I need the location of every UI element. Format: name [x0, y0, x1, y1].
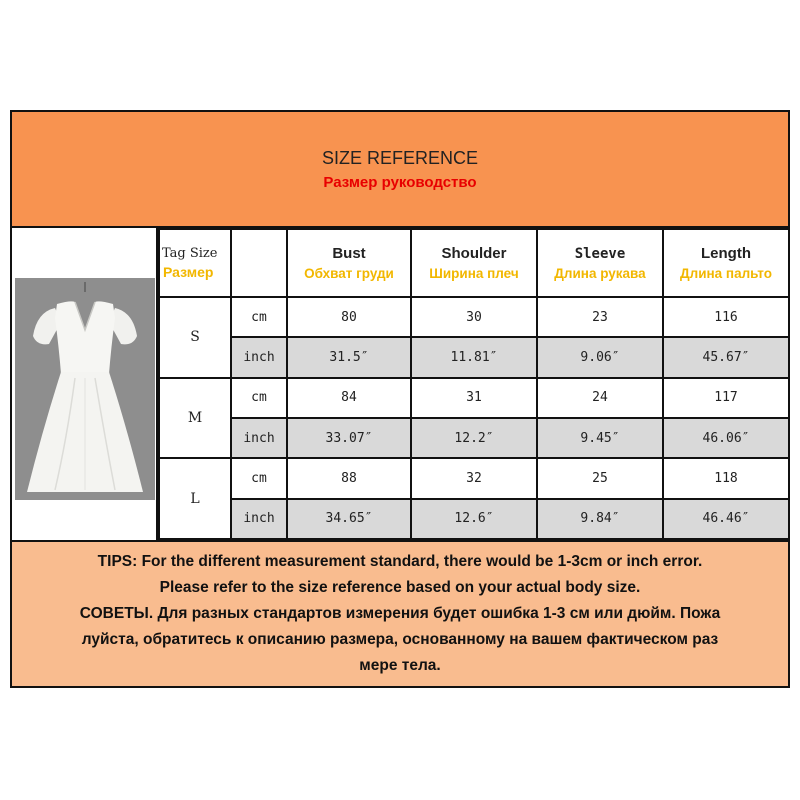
table-row	[159, 337, 789, 377]
page-subtitle-russian: Размер руководство	[323, 174, 477, 191]
table-cell: 11.81″	[411, 337, 537, 377]
unit-label: inch	[231, 418, 287, 458]
table-cell: 45.67″	[663, 337, 789, 377]
tips-line-english: TIPS: For the different measurement standard, there would be 1-3cm or inch error.	[97, 553, 703, 570]
table-cell: 9.45″	[537, 418, 663, 458]
tips-line-russian-2: луйста, обратитесь к описанию размера, основанному на вашем фактическом раз	[81, 631, 719, 648]
table-row	[159, 499, 789, 539]
table-cell: 23	[537, 297, 663, 337]
unit-label: inch	[231, 499, 287, 539]
tag-size-header: Tag Size Размер	[159, 229, 231, 297]
size-label-m: M	[159, 378, 231, 459]
unit-header	[231, 229, 287, 297]
table-cell: 46.06″	[663, 418, 789, 458]
size-label-s: S	[159, 297, 231, 378]
table-cell: 80	[287, 297, 411, 337]
product-photo-cell	[12, 228, 158, 540]
size-chart	[10, 110, 790, 688]
table-cell: 9.06″	[537, 337, 663, 377]
table-cell: 88	[287, 458, 411, 498]
table-header-row	[159, 229, 789, 297]
table-cell: 84	[287, 378, 411, 418]
unit-label: inch	[231, 337, 287, 377]
table-cell: 116	[663, 297, 789, 337]
column-header-length: Length Длина пальто	[663, 229, 789, 297]
column-header-bust: Bust Обхват груди	[287, 229, 411, 297]
white-dress-photo	[15, 278, 155, 500]
dress-icon	[15, 278, 155, 500]
table-cell: 25	[537, 458, 663, 498]
table-cell: 31	[411, 378, 537, 418]
table-cell: 46.46″	[663, 499, 789, 539]
table-cell: 30	[411, 297, 537, 337]
table-cell: 12.2″	[411, 418, 537, 458]
unit-label: cm	[231, 297, 287, 337]
column-header-sleeve: Sleeve Длина рукава	[537, 229, 663, 297]
table-row	[159, 297, 789, 337]
tips-line-english-2: Please refer to the size reference based on your actual body size.	[159, 579, 641, 596]
table-cell: 33.07″	[287, 418, 411, 458]
table-cell: 31.5″	[287, 337, 411, 377]
table-row	[159, 418, 789, 458]
tips-section	[12, 540, 788, 686]
table-cell: 117	[663, 378, 789, 418]
unit-label: cm	[231, 378, 287, 418]
size-label-l: L	[159, 458, 231, 539]
tips-line-russian-3: мере тела.	[359, 657, 441, 674]
header-band	[12, 112, 788, 228]
table-cell: 9.84″	[537, 499, 663, 539]
table-cell: 32	[411, 458, 537, 498]
table-cell: 12.6″	[411, 499, 537, 539]
table-row	[159, 378, 789, 418]
page-title: SIZE REFERENCE	[321, 148, 479, 168]
size-table	[158, 228, 790, 540]
table-cell: 118	[663, 458, 789, 498]
unit-label: cm	[231, 458, 287, 498]
column-header-shoulder: Shoulder Ширина плеч	[411, 229, 537, 297]
table-cell: 24	[537, 378, 663, 418]
table-cell: 34.65″	[287, 499, 411, 539]
table-row	[159, 458, 789, 498]
tips-line-russian: СОВЕТЫ. Для разных стандартов измерения будет ошибка 1-3 см или дюйм. Пожа	[79, 605, 721, 622]
